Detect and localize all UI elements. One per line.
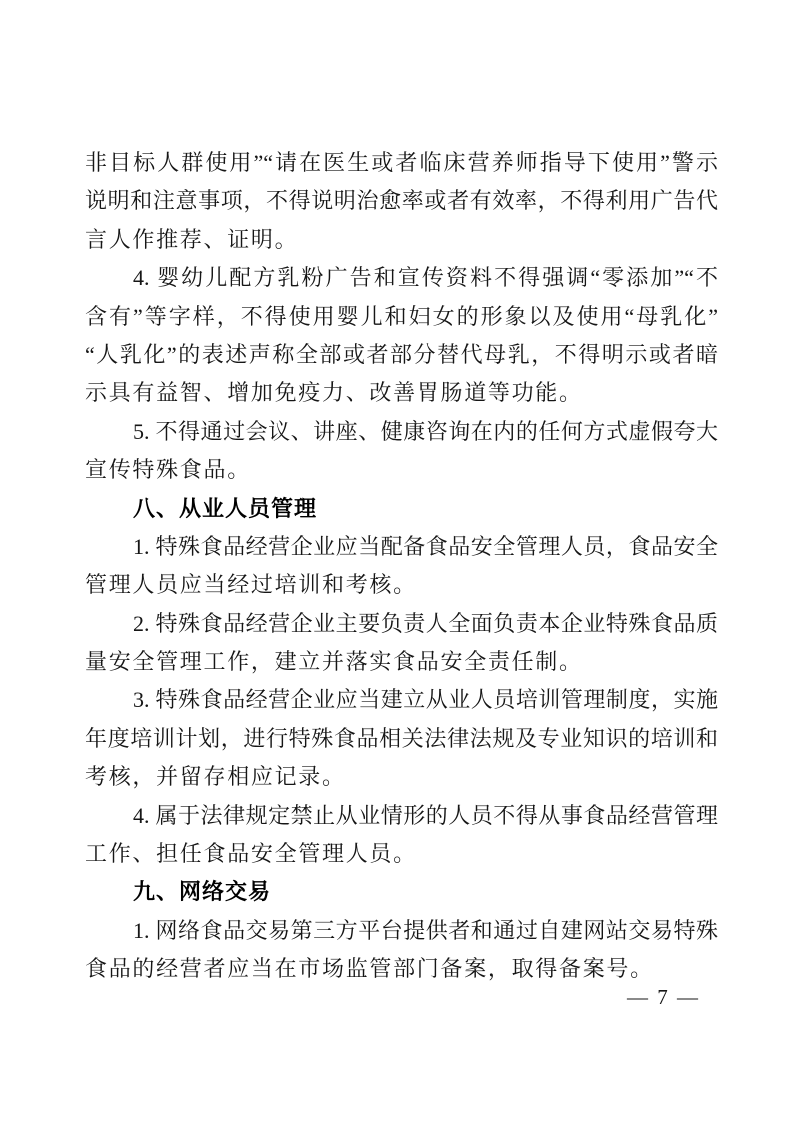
text-line: 言人作推荐、证明。 (85, 226, 299, 252)
text-line: 示具有益智、增加免疫力、改善胃肠道等功能。 (85, 380, 583, 406)
text-line: “人乳化”的表述声称全部或者部分替代母乳，不得明示或者暗 (85, 341, 718, 367)
text-line: 含有”等字样，不得使用婴儿和妇女的形象以及使用“母乳化” (85, 303, 718, 329)
text-line: 3. 特殊食品经营企业应当建立从业人员培训管理制度，实施 (133, 687, 718, 713)
text-line: 4. 婴幼儿配方乳粉广告和宣传资料不得强调“零添加”“不 (133, 265, 718, 291)
page-number: — 7 — (627, 985, 700, 1009)
document-body (85, 144, 718, 989)
text-line: 考核，并留存相应记录。 (85, 764, 346, 790)
text-line: 1. 特殊食品经营企业应当配备食品安全管理人员，食品安全 (133, 533, 718, 559)
text-line: 2. 特殊食品经营企业主要负责人全面负责本企业特殊食品质 (133, 610, 718, 636)
text-line: 食品的经营者应当在市场监管部门备案，取得备案号。 (85, 956, 654, 982)
text-line: 1. 网络食品交易第三方平台提供者和通过自建网站交易特殊 (133, 917, 718, 943)
text-line: 4. 属于法律规定禁止从业情形的人员不得从事食品经营管理 (133, 802, 718, 828)
text-line: 宣传特殊食品。 (85, 457, 251, 483)
text-line: 管理人员应当经过培训和考核。 (85, 572, 417, 598)
text-line: 说明和注意事项，不得说明治愈率或者有效率，不得利用广告代 (85, 188, 718, 214)
text-line: 5. 不得通过会议、讲座、健康咨询在内的任何方式虚假夸大 (133, 418, 718, 444)
text-line: 年度培训计划，进行特殊食品相关法律法规及专业知识的培训和 (85, 725, 718, 751)
text-line: 量安全管理工作，建立并落实食品安全责任制。 (85, 649, 583, 675)
section-heading: 八、从业人员管理 (133, 495, 318, 521)
section-heading: 九、网络交易 (133, 879, 272, 905)
text-line: 工作、担任食品安全管理人员。 (85, 841, 417, 867)
text-line: 非目标人群使用”“请在医生或者临床营养师指导下使用”警示 (85, 150, 718, 175)
